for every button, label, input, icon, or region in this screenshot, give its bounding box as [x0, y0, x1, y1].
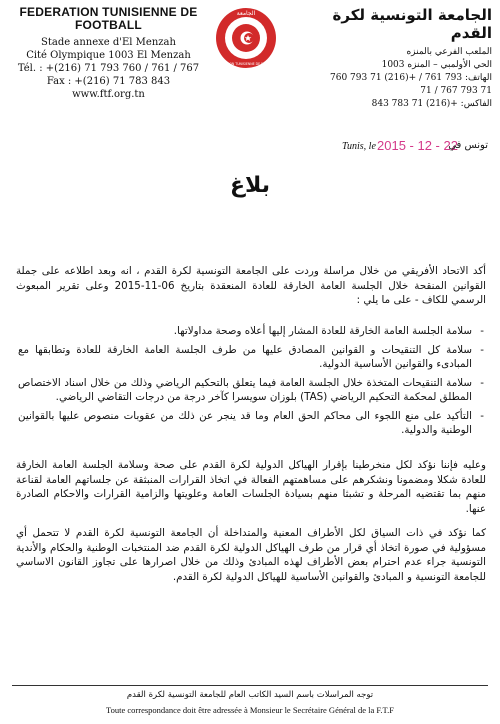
federation-name-fr: FEDERATION TUNISIENNE DE FOOTBALL — [19, 5, 198, 32]
list-item: - سلامة الجلسة العامة الخارقة للعادة المشار إليها أعلاه وصحة مداولاتها. — [18, 324, 486, 339]
federation-name-ar: الجامعة التونسية لكرة القدم — [332, 6, 492, 42]
address-ar-2: الحي الأولمبي – المنزه 1003 — [381, 60, 492, 70]
fax-ar-label: الفاكس: — [460, 99, 492, 109]
date-line — [340, 138, 490, 154]
list-item: - سلامة التنقيحات المتخذة خلال الجلسة العامة فيما يتعلق بالتحكيم الرياضي وذلك من خلال اسناد الاختصاص المطلق لمحكمة التحكيم الرياضي (TAS) بلوزان سويسرا كآخر درجة من درجات التقاضي الرياضي. — [18, 376, 486, 405]
phone-fr: Tél. : +(216) 71 793 760 / 761 / 767 — [17, 63, 200, 74]
address-line-2: Cité Olympique 1003 El Menzah — [26, 50, 191, 61]
date-value: 2015 - 12 - 22 — [377, 138, 458, 153]
list-item: - سلامة كل التنقيحات و القوانين المصادق عليها من طرف الجلسة العامة الخارقة للعادة وتطابقها مع المبادىء والقوانين الأساسية الدولية. — [18, 343, 486, 372]
tunis-le: Tunis, le — [342, 141, 376, 152]
fax-fr: Fax : +(216) 71 783 843 — [46, 76, 171, 87]
tunis-ar: تونس في — [448, 140, 488, 151]
fax-ar — [317, 98, 492, 111]
fax-ar-value: 843 783 71 (216)+ — [371, 99, 458, 109]
phone-ar-label: الهاتف: — [465, 73, 492, 83]
logo-arabic: الجامعة — [236, 10, 256, 17]
website[interactable]: www.ftf.org.tn — [72, 89, 145, 100]
address-ar-1: الملعب الفرعي بالمنزه — [406, 47, 492, 57]
phone-ar — [317, 72, 492, 98]
ftf-logo — [214, 5, 278, 71]
paragraph-2: وعليه فإننا نؤكد لكل منخرطينا بإقرار الهياكل الدولية لكرة القدم على صحة وسلامة الجلسة العامة الخارقة للعادة شكلا ومضمونا ونشكرهم على مساهمتهم الفعالة في اتخاذ القرارات المنبثقة عن جلساتهم العامة لقناعة منهم بما تقتضيه المرحلة و تشبثا منهم بسيادة الجلسات العامة وعلويتها والزامية القرارات والاحكام الصادرة عنها. — [16, 459, 486, 515]
footer-arabic: توجه المراسلات باسم السيد الكاتب العام للجامعة التونسية لكرة القدم — [126, 690, 374, 700]
list-item: - التأكيد على منع اللجوء الى محاكم الحق العام وما قد ينجر عن ذلك من عقوبات منصوص عليها بالقوانين الوطنية والدولية. — [18, 409, 486, 438]
bullet-list — [18, 324, 486, 442]
address-line-1: Stade annexe d'El Menzah — [41, 37, 176, 48]
header-right — [317, 6, 492, 111]
logo-text: FEDERATION TUNISIENNE DE FOOTBALL — [214, 62, 278, 66]
paragraph-3: كما نؤكد في ذات السياق لكل الأطراف المعنية والمتداخلة أن الجامعة التونسية لكرة القدم لا تتحمل أي مسؤولية في صورة اتخاذ أي قرار من طرف الهياكل الدولية لكرة القدم ضد المنتخبات الوطنية والحكام والأندية التونسية جراء عدم احترام بعض الأطراف لهذه المبادئ وذلك من خلال اصرارها على تجاوز القانون الاساسي للجامعة التونسية و المبادئ والقوانين الأساسية للهياكل الدولية لكرة القدم. — [16, 527, 486, 583]
document-title: بلاغ — [230, 173, 270, 198]
phone-ar-value: 760 793 71 (216)+ / 761 793 71 / 767 793 71 — [330, 73, 492, 96]
footer-french: Toute correspondance doit être adressée à Monsieur le Secrétaire Général de la F.T.F — [106, 705, 394, 715]
footer-divider — [12, 685, 488, 686]
header-left — [6, 6, 211, 101]
paragraph-1: أكد الاتحاد الأفريقي من خلال مراسلة وردت على الجامعة التونسية لكرة القدم ، انه وبعد اطلاعه على جملة القوانين المنقحة خلال الجلسة العامة الخارقة للعادة المنعقدة بتاريخ 06-11-2015 وعلى تقرير المبعوث الرسمي للكاف - على ما يلي : — [16, 265, 486, 306]
